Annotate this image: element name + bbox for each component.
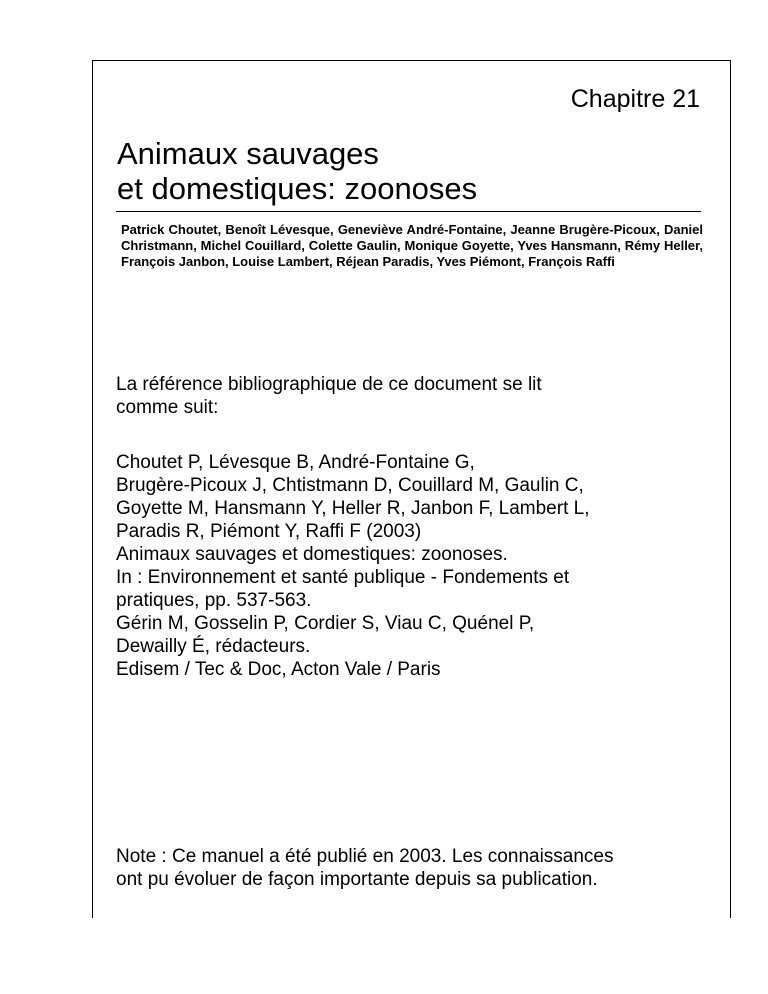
reference-intro <box>116 373 716 419</box>
title-underline <box>116 211 701 212</box>
citation-line: Animaux sauvages et domestiques: zoonoses. <box>116 544 508 565</box>
citation-line: Goyette M, Hansmann Y, Heller R, Janbon F, Lambert L, <box>116 498 590 519</box>
citation-line: Gérin M, Gosselin P, Cordier S, Viau C, Quénel P, <box>116 613 535 634</box>
note-line: Note : Ce manuel a été publié en 2003. Les connaissances <box>116 846 614 867</box>
frame-right-border <box>730 60 731 918</box>
note-line: ont pu évoluer de façon importante depuis sa publication. <box>116 869 598 890</box>
title-line: et domestiques: zoonoses <box>117 171 478 206</box>
citation-line: pratiques, pp. 537-563. <box>116 590 312 611</box>
chapter-label: Chapitre 21 <box>570 85 700 113</box>
chapter-title <box>117 136 477 206</box>
citation-line: Brugère-Picoux J, Chtistmann D, Couillard M, Gaulin C, <box>116 475 584 496</box>
citation-line: Paradis R, Piémont Y, Raffi F (2003) <box>116 521 422 542</box>
text-line: La référence bibliographique de ce document se lit <box>116 374 542 395</box>
citation-line: In : Environnement et santé publique - Fondements et <box>116 567 570 588</box>
text-line: comme suit: <box>116 397 219 418</box>
citation-line: Choutet P, Lévesque B, André-Fontaine G, <box>116 452 475 473</box>
frame-top-border <box>92 60 731 61</box>
title-line: Animaux sauvages <box>117 136 379 171</box>
publication-note <box>116 845 718 891</box>
frame-left-border <box>92 60 93 918</box>
citation-line: Edisem / Tec & Doc, Acton Vale / Paris <box>116 659 441 680</box>
citation-line: Dewailly É, rédacteurs. <box>116 636 311 657</box>
author-list: Patrick Choutet, Benoît Lévesque, Geneviève André-Fontaine, Jeanne Brugère-Picoux, Daniel Christmann, Michel Couillard, Colette Gaulin, Monique Goyette, Yves Hansmann, Rémy Heller, François Janbon, Louise Lambert, Réjean Paradis, Yves Piémont, François Raffi <box>121 222 703 269</box>
citation <box>116 451 716 681</box>
